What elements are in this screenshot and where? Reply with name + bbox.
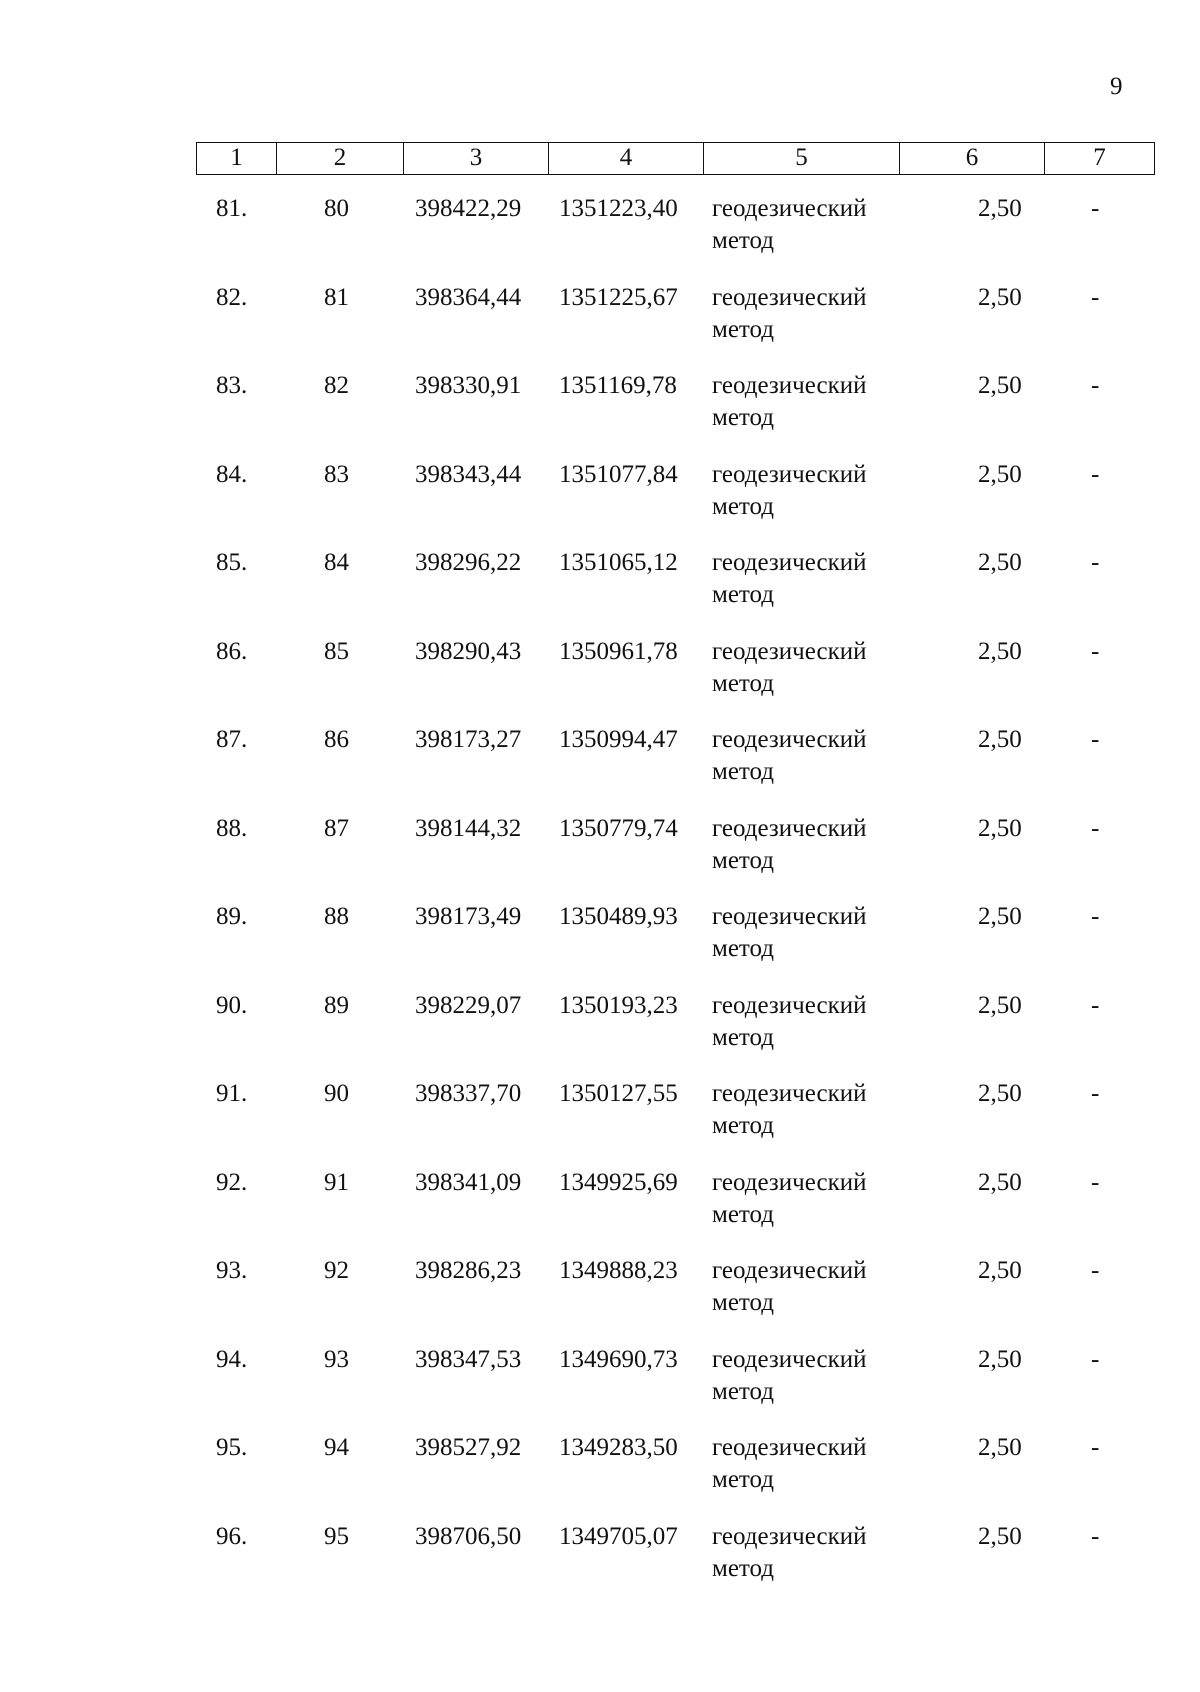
coordinate-x: 398296,22 (415, 549, 522, 576)
table-row (196, 193, 1155, 282)
coordinate-y: 1350127,55 (559, 1080, 678, 1107)
table-row (196, 636, 1155, 725)
point-number: 92 (324, 1257, 349, 1284)
method-cell: геодезический метод (712, 814, 867, 874)
note-cell: - (1091, 991, 1100, 1019)
header-col-2: 2 (277, 143, 404, 174)
method-cell: геодезический метод (712, 1522, 867, 1582)
accuracy-cell: 2,50 (978, 1257, 1022, 1284)
accuracy-cell: 2,50 (978, 1345, 1022, 1373)
accuracy-cell: 2,50 (978, 372, 1022, 399)
table-row (196, 459, 1155, 548)
row-number: 90. (216, 991, 248, 1019)
table-row (196, 282, 1155, 371)
table-row (196, 724, 1155, 813)
point-number: 85 (324, 637, 349, 665)
accuracy-cell: 2,50 (978, 1080, 1022, 1107)
note-cell: - (1091, 1080, 1100, 1107)
coordinate-x: 398343,44 (415, 460, 522, 488)
note-cell: - (1091, 549, 1100, 576)
accuracy-cell: 2,50 (978, 1168, 1022, 1196)
method-cell: геодезический метод (712, 195, 867, 254)
coordinate-x: 398144,32 (415, 814, 522, 842)
method-cell: геодезический метод (712, 637, 867, 697)
note-cell: - (1091, 1522, 1100, 1550)
coordinate-y: 1349705,07 (559, 1522, 678, 1550)
note-cell: - (1091, 283, 1100, 311)
coordinate-x: 398347,53 (415, 1345, 522, 1373)
coordinate-y: 1350994,47 (559, 726, 678, 753)
table-row (196, 370, 1155, 459)
accuracy-cell: 2,50 (978, 549, 1022, 576)
table-row (196, 1167, 1155, 1256)
coordinate-x: 398337,70 (415, 1080, 522, 1107)
method-cell: геодезический метод (712, 1168, 867, 1228)
coordinate-y: 1349925,69 (559, 1168, 678, 1196)
coordinate-x: 398229,07 (415, 991, 522, 1019)
row-number: 96. (216, 1522, 248, 1550)
table-body (196, 193, 1155, 1609)
table-header (196, 142, 1155, 175)
header-col-7: 7 (1093, 144, 1106, 171)
point-number: 84 (324, 549, 349, 576)
coordinate-x: 398527,92 (415, 1434, 522, 1461)
accuracy-cell: 2,50 (978, 460, 1022, 488)
coordinate-y: 1351077,84 (559, 460, 678, 488)
row-number: 91. (216, 1080, 248, 1107)
row-number: 92. (216, 1168, 248, 1196)
note-cell: - (1091, 195, 1100, 222)
method-cell: геодезический метод (712, 460, 867, 520)
accuracy-cell: 2,50 (978, 903, 1022, 930)
method-cell: геодезический метод (712, 991, 867, 1051)
coordinate-y: 1350193,23 (559, 991, 678, 1019)
row-number: 84. (216, 460, 248, 488)
accuracy-cell: 2,50 (978, 1522, 1022, 1550)
coordinate-y: 1350489,93 (559, 903, 678, 930)
point-number: 90 (324, 1080, 349, 1107)
row-number: 94. (216, 1345, 248, 1373)
accuracy-cell: 2,50 (978, 283, 1022, 311)
method-cell: геодезический метод (712, 903, 867, 962)
note-cell: - (1091, 1434, 1100, 1461)
method-cell: геодезический метод (712, 726, 867, 785)
table-row (196, 990, 1155, 1079)
point-number: 82 (324, 372, 349, 399)
note-cell: - (1091, 814, 1100, 842)
coordinate-y: 1351225,67 (559, 283, 678, 311)
note-cell: - (1091, 1168, 1100, 1196)
coordinate-x: 398422,29 (415, 195, 522, 222)
row-number: 88. (216, 814, 248, 842)
method-cell: геодезический метод (712, 1080, 867, 1139)
table-row (196, 1078, 1155, 1167)
table-row (196, 901, 1155, 990)
row-number: 83. (216, 372, 248, 399)
coordinate-y: 1349283,50 (559, 1434, 678, 1461)
table-row (196, 1344, 1155, 1433)
row-number: 81. (216, 195, 248, 222)
coordinate-x: 398330,91 (415, 372, 522, 399)
accuracy-cell: 2,50 (978, 195, 1022, 222)
point-number: 94 (324, 1434, 349, 1461)
method-cell: геодезический метод (712, 1257, 867, 1316)
point-number: 89 (324, 991, 349, 1019)
point-number: 86 (324, 726, 349, 753)
point-number: 87 (324, 814, 349, 842)
coordinate-y: 1351065,12 (559, 549, 678, 576)
coordinate-y: 1351169,78 (559, 372, 677, 399)
header-col-6: 6 (900, 143, 1045, 174)
row-number: 85. (216, 549, 248, 576)
coordinate-x: 398706,50 (415, 1522, 522, 1550)
coordinate-y: 1349888,23 (559, 1257, 678, 1284)
table-row (196, 1521, 1155, 1610)
table-row (196, 813, 1155, 902)
method-cell: геодезический метод (712, 372, 867, 431)
coordinate-x: 398341,09 (415, 1168, 522, 1196)
coordinate-y: 1349690,73 (559, 1345, 678, 1373)
note-cell: - (1091, 1345, 1100, 1373)
row-number: 93. (216, 1257, 248, 1284)
header-col-3: 3 (404, 143, 549, 174)
method-cell: геодезический метод (712, 549, 867, 608)
point-number: 91 (324, 1168, 349, 1196)
note-cell: - (1091, 637, 1100, 665)
accuracy-cell: 2,50 (978, 726, 1022, 753)
note-cell: - (1091, 372, 1100, 399)
table-row (196, 547, 1155, 636)
page-number: 9 (1110, 73, 1123, 100)
point-number: 81 (324, 283, 349, 311)
row-number: 82. (216, 283, 248, 311)
row-number: 95. (216, 1434, 248, 1461)
method-cell: геодезический метод (712, 1434, 867, 1493)
coordinate-x: 398173,49 (415, 903, 522, 930)
point-number: 88 (324, 903, 349, 930)
row-number: 89. (216, 903, 248, 930)
coordinate-y: 1351223,40 (559, 195, 678, 222)
note-cell: - (1091, 460, 1100, 488)
header-col-5: 5 (704, 143, 900, 174)
point-number: 95 (324, 1522, 349, 1550)
note-cell: - (1091, 903, 1100, 930)
row-number: 87. (216, 726, 248, 753)
coordinate-x: 398364,44 (415, 283, 522, 311)
point-number: 93 (324, 1345, 349, 1373)
note-cell: - (1091, 726, 1100, 753)
note-cell: - (1091, 1257, 1100, 1284)
header-col-4: 4 (549, 143, 704, 174)
coordinate-x: 398286,23 (415, 1257, 522, 1284)
accuracy-cell: 2,50 (978, 991, 1022, 1019)
row-number: 86. (216, 637, 248, 665)
method-cell: геодезический метод (712, 1345, 867, 1405)
table-row (196, 1255, 1155, 1344)
accuracy-cell: 2,50 (978, 637, 1022, 665)
coordinate-y: 1350961,78 (559, 637, 678, 665)
accuracy-cell: 2,50 (978, 814, 1022, 842)
point-number: 83 (324, 460, 349, 488)
method-cell: геодезический метод (712, 283, 867, 343)
coordinate-x: 398173,27 (415, 726, 522, 753)
accuracy-cell: 2,50 (978, 1434, 1022, 1461)
coordinate-x: 398290,43 (415, 637, 522, 665)
point-number: 80 (324, 195, 349, 222)
coordinate-y: 1350779,74 (559, 814, 678, 842)
table-row (196, 1432, 1155, 1521)
header-col-1: 1 (197, 143, 277, 174)
